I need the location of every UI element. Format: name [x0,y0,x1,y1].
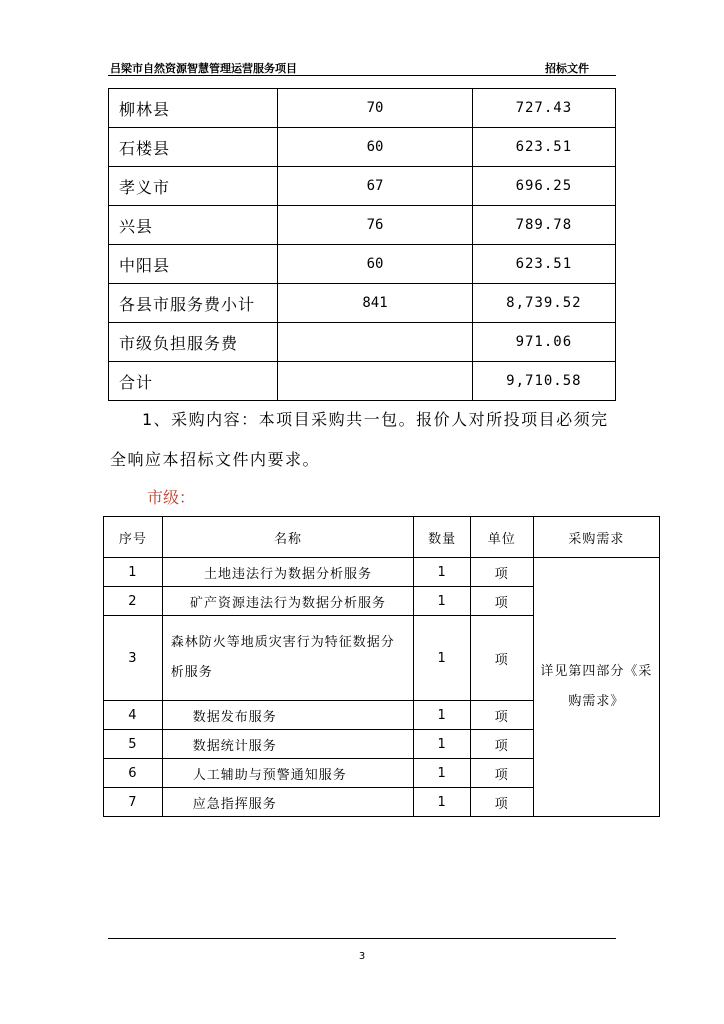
table-row [109,128,616,167]
service-fee: 696.25 [472,167,615,206]
row-unit: 项 [470,788,533,817]
total-count [278,362,473,401]
row-name: 数据发布服务 [162,701,414,730]
service-count: 60 [278,245,473,284]
table-row [104,558,660,587]
county-name: 石楼县 [109,128,278,167]
county-fee-table [108,88,616,401]
row-no: 5 [104,730,163,759]
subtotal-count: 841 [278,284,473,323]
row-qty: 1 [414,701,471,730]
table-row [109,206,616,245]
service-fee: 789.78 [472,206,615,245]
row-no: 7 [104,788,163,817]
table-row [109,323,616,362]
row-qty: 1 [414,558,471,587]
row-qty: 1 [414,759,471,788]
service-fee: 727.43 [472,89,615,128]
county-name: 兴县 [109,206,278,245]
total-label: 合计 [109,362,278,401]
city-fee-label: 市级负担服务费 [109,323,278,362]
section-label: 市级： [147,488,196,507]
row-qty: 1 [414,587,471,616]
city-fee-count [278,323,473,362]
page-number: 3 [358,951,366,962]
county-name: 中阳县 [109,245,278,284]
total-fee: 9,710.58 [472,362,615,401]
table-header-row [104,517,660,558]
header-divider [108,75,616,76]
row-name: 森林防火等地质灾害行为特征数据分析服务 [162,616,414,701]
service-count: 76 [278,206,473,245]
table-row [109,245,616,284]
subtotal-fee: 8,739.52 [472,284,615,323]
row-no: 1 [104,558,163,587]
row-no: 4 [104,701,163,730]
row-unit: 项 [470,616,533,701]
row-qty: 1 [414,616,471,701]
procurement-content-paragraph: 1、采购内容：本项目采购共一包。报价人对所投项目必须完全响应本招标文件内要求。 [110,410,609,469]
table-row [109,362,616,401]
subtotal-label: 各县市服务费小计 [109,284,278,323]
row-qty: 1 [414,788,471,817]
row-unit: 项 [470,558,533,587]
table-row [109,89,616,128]
service-count: 70 [278,89,473,128]
header-unit: 单位 [470,517,533,558]
service-table [103,516,660,817]
city-fee: 971.06 [472,323,615,362]
row-name: 土地违法行为数据分析服务 [162,558,414,587]
header-no: 序号 [104,517,163,558]
table-row [109,167,616,206]
row-no: 2 [104,587,163,616]
header-qty: 数量 [414,517,471,558]
row-name: 应急指挥服务 [162,788,414,817]
service-fee: 623.51 [472,245,615,284]
row-name: 矿产资源违法行为数据分析服务 [162,587,414,616]
service-fee: 623.51 [472,128,615,167]
row-unit: 项 [470,587,533,616]
row-name: 数据统计服务 [162,730,414,759]
county-name: 柳林县 [109,89,278,128]
header-requirement: 采购需求 [533,517,659,558]
row-unit: 项 [470,730,533,759]
row-name: 人工辅助与预警通知服务 [162,759,414,788]
requirement-cell: 详见第四部分《采购需求》 [533,558,659,817]
service-count: 67 [278,167,473,206]
row-unit: 项 [470,759,533,788]
county-name: 孝义市 [109,167,278,206]
row-no: 6 [104,759,163,788]
row-no: 3 [104,616,163,701]
header-name: 名称 [162,517,414,558]
header-title: 吕梁市自然资源智慧管理运营服务项目 [110,62,297,75]
header-doc-type: 招标文件 [545,62,589,75]
row-unit: 项 [470,701,533,730]
footer-divider [108,938,616,939]
service-count: 60 [278,128,473,167]
row-qty: 1 [414,730,471,759]
table-row [109,284,616,323]
